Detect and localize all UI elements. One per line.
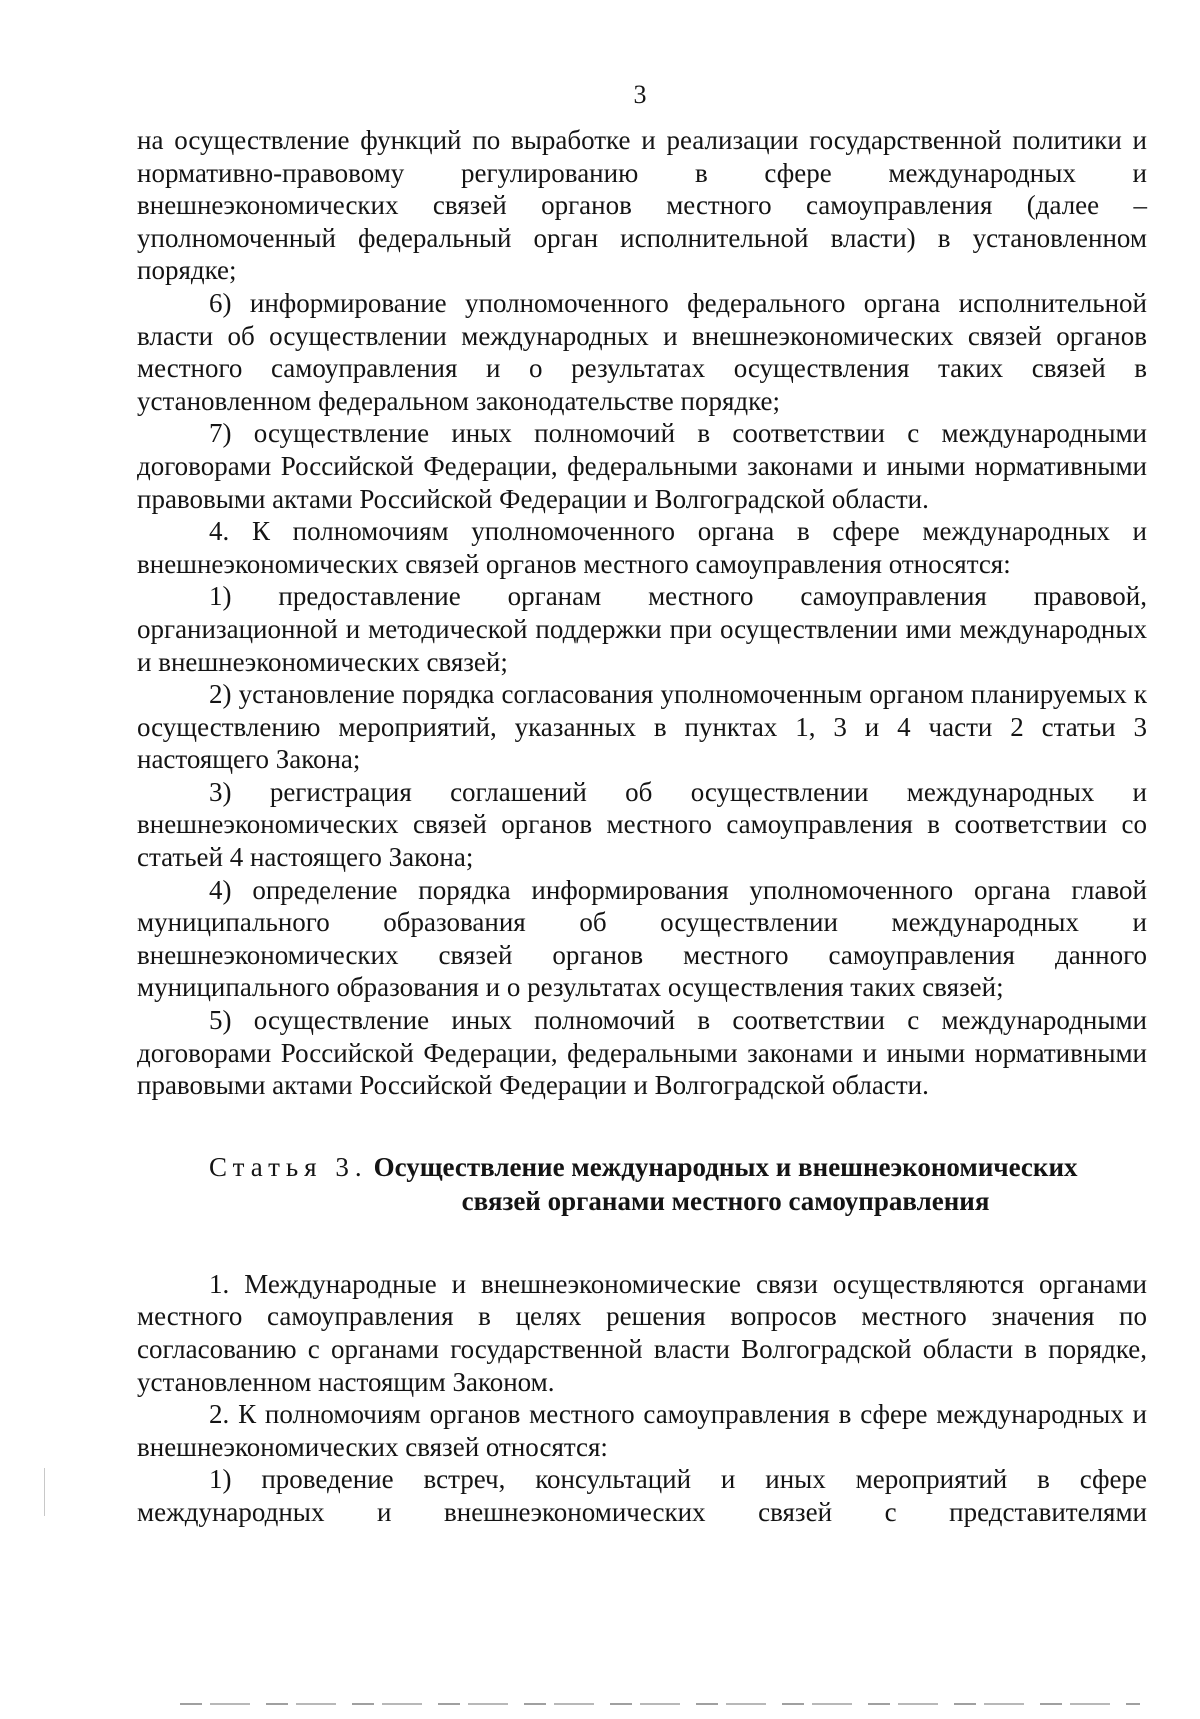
paragraph-continuation: на осуществление функций по выработке и реализации государственной политики и нормативно-правовому регулированию в сфере международных и внешнеэкономических связей органов местного самоуправления (далее – уполномоченный федеральный орган исполнительной власти) в установленном порядке; (137, 125, 1147, 286)
article-title (374, 1150, 1078, 1218)
article-title-line-2: связей органами местного самоуправления (461, 1185, 990, 1216)
article-heading (137, 1150, 1147, 1218)
paragraphs-before-article (137, 124, 1147, 1102)
article-title-line-1: Осуществление международных и внешнеэкономических (373, 1151, 1078, 1182)
scan-margin-mark (44, 1468, 45, 1516)
article-paragraph-2-item-1: 1) проведение встреч, консультаций и иных мероприятий в сфере международных и внешнеэкономических связей с представителями (137, 1464, 1147, 1527)
paragraph-section-4-item-2: 2) установление порядка согласования уполномоченным органом планируемых к осуществлению мероприятий, указанных в пунктах 1, 3 и 4 части 2 статьи 3 настоящего Закона; (137, 679, 1147, 775)
page-number: 3 (633, 80, 647, 109)
article-body (137, 1268, 1147, 1529)
article-paragraph-2: 2. К полномочиям органов местного самоуправления в сфере международных и внешнеэкономических связей относятся: (137, 1399, 1147, 1462)
article-paragraph-1: 1. Международные и внешнеэкономические связи осуществляются органами местного самоуправления в целях решения вопросов местного значения по согласованию с органами государственной власти Волгоградской области в порядке, установленном настоящим Законом. (137, 1268, 1147, 1397)
document-body (137, 124, 1147, 1529)
scan-bottom-edge (180, 1703, 1140, 1705)
paragraph-section-4-item-5: 5) осуществление иных полномочий в соответствии с международными договорами Российской Федерации, федеральными законами и иными нормативными правовыми актами Российской Федерации и Волгоградской области. (137, 1005, 1147, 1101)
paragraph-section-4-item-4: 4) определение порядка информирования уполномоченного органа главой муниципального образования об осуществлении международных и внешнеэкономических связей органов местного самоуправления данного муниципального образования и о результатах осуществления таких связей; (137, 874, 1147, 1003)
paragraph-item-6: 6) информирование уполномоченного федерального органа исполнительной власти об осуществлении международных и внешнеэкономических связей органов местного самоуправления и о результатах осуществления таких связей в установленном федеральном законодательстве порядке; (137, 287, 1147, 416)
paragraph-section-4: 4. К полномочиям уполномоченного органа в сфере международных и внешнеэкономических связей органов местного самоуправления относятся: (137, 516, 1147, 579)
paragraph-section-4-item-1: 1) предоставление органам местного самоуправления правовой, организационной и методической поддержки при осуществлении ими международных и внешнеэкономических связей; (137, 581, 1147, 677)
paragraph-item-7: 7) осуществление иных полномочий в соответствии с международными договорами Российской Федерации, федеральными законами и иными нормативными правовыми актами Российской Федерации и Волгоградской области. (137, 418, 1147, 514)
article-label: Статья 3. (209, 1151, 368, 1182)
paragraph-section-4-item-3: 3) регистрация соглашений об осуществлении международных и внешнеэкономических связей органов местного самоуправления в соответствии со статьей 4 настоящего Закона; (137, 776, 1147, 873)
